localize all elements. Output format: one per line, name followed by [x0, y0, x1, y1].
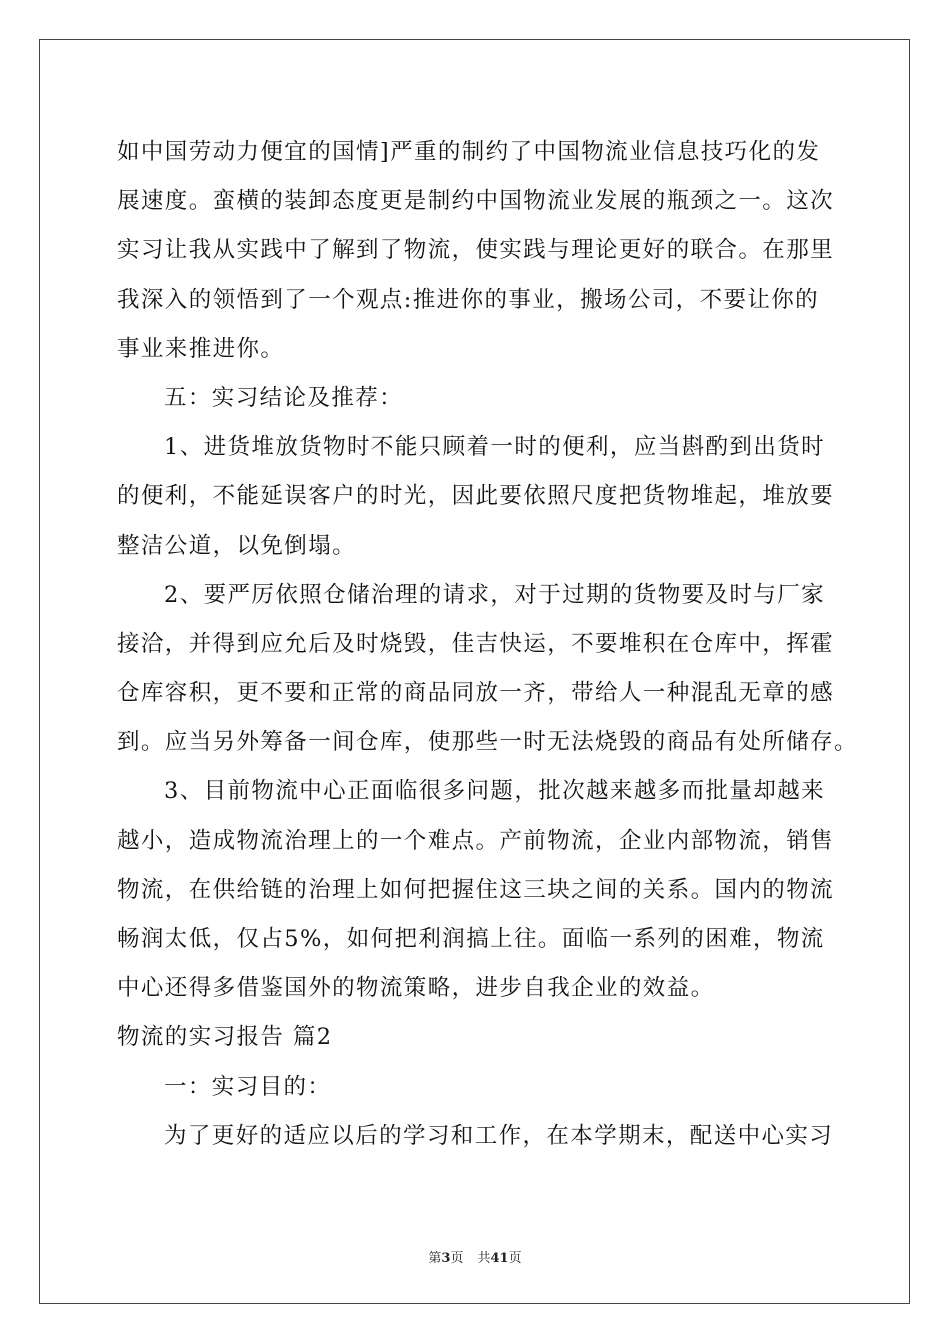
body-line-18: 中心还得多借鉴国外的物流策略，进步自我企业的效益。 — [117, 975, 715, 1002]
body-line-1: 如中国劳动力便宜的国情]严重的制约了中国物流业信息技巧化的发 — [117, 139, 821, 165]
body-line-11: 接洽，并得到应允后及时烧毁，佳吉快运，不要堆积在仓库中，挥霍 — [117, 630, 835, 657]
article-title: 物流的实习报告 篇2 — [117, 1024, 333, 1051]
page-number-label: 第3页 — [428, 1251, 464, 1266]
section-heading-purpose: 一：实习目的： — [164, 1073, 332, 1100]
body-line-13: 到。应当另外筹备一间仓库，使那些一时无法烧毁的商品有处所储存。 — [117, 729, 858, 756]
body-line-14: 3、目前物流中心正面临很多问题，批次越来越多而批量却越来 — [164, 778, 826, 805]
section-heading-conclusion: 五：实习结论及推荐： — [164, 384, 404, 411]
body-line-21: 为了更好的适应以后的学习和工作，在本学期末，配送中心实习 — [164, 1122, 834, 1149]
body-line-17: 畅润太低，仅占5%，如何把利润搞上往。面临一系列的困难，物流 — [117, 926, 825, 952]
document-body — [117, 128, 858, 1161]
body-line-3: 实习让我从实践中了解到了物流，使实践与理论更好的联合。在那里 — [117, 237, 835, 264]
body-line-2: 展速度。蛮横的装卸态度更是制约中国物流业发展的瓶颈之一。这次 — [117, 188, 835, 215]
body-line-12: 仓库容积，更不要和正常的商品同放一齐，带给人一种混乱无章的感 — [117, 680, 835, 707]
body-line-15: 越小，造成物流治理上的一个难点。产前物流，企业内部物流，销售 — [117, 827, 835, 854]
body-line-9: 整洁公道，以免倒塌。 — [117, 532, 357, 559]
body-line-4: 我深入的领悟到了一个观点:推进你的事业，搬场公司，不要让你的 — [117, 286, 820, 313]
body-line-7: 1、进货堆放货物时不能只顾着一时的便利，应当斟酌到出货时 — [164, 434, 826, 461]
body-line-10: 2、要严厉依照仓储治理的请求，对于过期的货物要及时与厂家 — [164, 581, 826, 608]
body-line-16: 物流，在供给链的治理上如何把握住这三块之间的关系。国内的物流 — [117, 876, 835, 903]
page-footer — [0, 1247, 950, 1266]
body-line-8: 的便利，不能延误客户的时光，因此要依照尺度把货物堆起，堆放要 — [117, 483, 835, 510]
body-line-5: 事业来推进你。 — [117, 335, 285, 362]
page-total-label: 共41页 — [477, 1251, 522, 1266]
